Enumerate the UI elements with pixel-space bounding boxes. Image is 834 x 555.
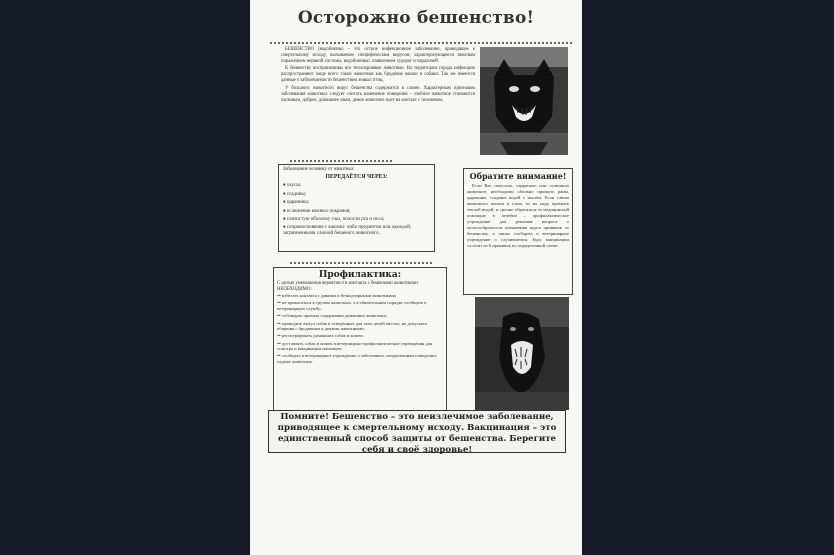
leaflet-page	[250, 0, 582, 555]
leaflet-title: Осторожно бешенство!	[297, 8, 535, 28]
cat-photo	[480, 47, 568, 155]
list-item: ♦ укусы;	[283, 183, 302, 189]
final-notice: Помните! Бешенство – это неизлечимое заболевание, приводящее к смертельному исходу. Вакцинация – это единственный способ защиты от бешенства. Берегите себя и своё здоровье!	[268, 410, 566, 453]
dotted-divider	[290, 160, 392, 162]
list-item: ⇒ доставлять собак и кошек в ветеринарно-профилактические учреждения для осмотра и вакцинации питомцев;	[277, 340, 433, 352]
dotted-divider	[290, 262, 432, 264]
transmission-lead: Заболевание человеку от животных	[283, 167, 354, 172]
list-item: ⇒ сообщать в ветеринарное учреждение о заболевших, неадекватным поведении, падеже животных.	[277, 353, 437, 364]
prevention-box	[273, 267, 447, 412]
dog-image	[475, 297, 569, 410]
list-item: ⇒ не прикасаться к трупам животных, а в обязательном порядке сообщить в ветеринарную службу;	[277, 300, 427, 311]
transmission-list	[283, 182, 430, 236]
prevention-lead: С целью уменьшения вероятности контакта с бешеными животными НЕОБХОДИМО:	[277, 281, 418, 292]
dog-photo	[475, 297, 569, 410]
list-item: ♦ ссадины;	[283, 191, 307, 197]
transmission-heading: ПЕРЕДАЁТСЯ ЧЕРЕЗ:	[325, 174, 388, 181]
attention-body: Если Вас покусало, оцарапало или ослюнило животное, необходимо обильно промыть раны, царапины, ссадины водой с мылом. Если слюна животного попала в глаза, то их надо промыть теплой водой, и срочно обратиться за медицинской помощью в лечебно – профилактическое учреждение для решения вопроса о целесообразности назначения курса прививок от бешенства, а также сообщить в ветеринарное учреждение о случившемся. Курс вакцинации состоит из 6 прививок по определенной схеме.	[467, 183, 569, 248]
cat-image	[480, 47, 568, 155]
list-item: ⇒ избегать контакта с дикими и безнадзорными животными;	[277, 293, 397, 299]
dotted-divider	[270, 42, 572, 44]
list-item: ♦ соприкосновение с какими- либо предметом или одеждой, загрязненными слюной бешеного животного.	[283, 225, 412, 236]
intro-paragraph-3: У больного животного вирус бешенства содержится в слюне. Характерным признаком заболевания животных следует считать изменение поведения – злобное животное становится ласковым, доброе, домашнее злым, дикое животное идет на контакт с человеком.	[281, 85, 475, 103]
attention-heading: Обратите внимание!	[469, 171, 567, 181]
list-item: ⇒ соблюдать правила содержания домашних животных;	[277, 313, 388, 319]
prevention-list	[274, 293, 446, 364]
list-item: ⇒ регистрировать домашних собак и кошек;	[277, 333, 364, 339]
intro-paragraph-1: БЕШЕНСТВО (водобоязнь) – это острое инфекционное заболевание, приводящее к смертельному исходу, вызываемое специфическим вирусом, характеризующееся тяжелым поражением нервной системы, водобоязнью, появлением судорог и параличей.	[281, 47, 475, 65]
list-item: ♦ ослюнение кожных покровов;	[283, 208, 351, 214]
list-item: ♦ слизистую оболочку глаз, полости рта и носа;	[283, 217, 385, 223]
transmission-box	[278, 164, 435, 252]
intro-paragraph-2: К бешенству восприимчивы все теплокровные животные. На территории города инфекцию распространяют чаще всего такие животные как бродячие кошки и собаки. Так же имеются данные о заболеваемости бешенством живых птиц.	[281, 66, 475, 84]
list-item: ⇒ проводить выгул собак в отведённых для этих целей местах, не допускать общения с бродячими и дикими животными;	[277, 320, 427, 332]
attention-box	[463, 168, 573, 295]
prevention-heading: Профилактика:	[318, 270, 402, 280]
intro-box	[278, 45, 478, 151]
list-item: ♦ царапины;	[283, 200, 310, 206]
